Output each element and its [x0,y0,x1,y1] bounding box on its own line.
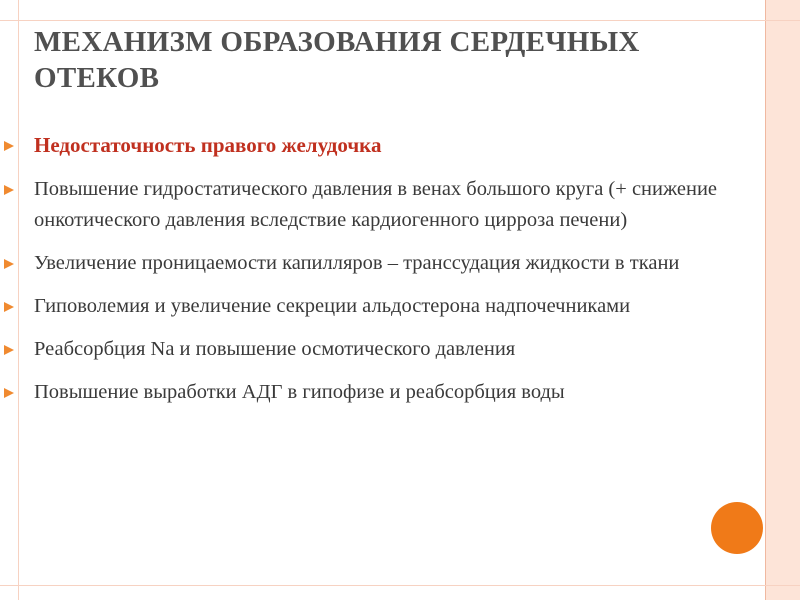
list-item-text: Увеличение проницаемости капилляров – транссудация жидкости в ткани [34,252,680,274]
list-item [0,291,770,322]
frame-bottom-line [0,585,800,586]
triangle-bullet-icon [4,185,14,195]
list-item-text: Повышение выработки АДГ в гипофизе и реабсорбция воды [34,381,565,403]
list-item [0,377,770,408]
triangle-bullet-icon [4,345,14,355]
list-item [0,248,770,279]
list-item-text: Гиповолемия и увеличение секреции альдостерона надпочечниками [34,295,631,317]
list-item [0,174,770,236]
orange-circle-decoration [711,502,763,554]
triangle-bullet-icon [4,388,14,398]
triangle-bullet-icon [4,302,14,312]
list-item-text: Недостаточность правого желудочка [34,133,382,157]
frame-top-line [0,20,800,21]
list-item [0,130,770,161]
slide-title: МЕХАНИЗМ ОБРАЗОВАНИЯ СЕРДЕЧНЫХ ОТЕКОВ [34,26,640,94]
list-item-text: Реабсорбция Nа и повышение осмотического давления [34,338,516,360]
triangle-bullet-icon [4,259,14,269]
triangle-bullet-icon [4,141,14,151]
bullet-list [0,130,770,420]
frame-right-band [766,0,800,600]
list-item-text: Повышение гидростатического давления в венах большого круга (+ снижение онкотического давления вследствие кардиогенного цирроза печени) [34,178,718,231]
list-item [0,334,770,365]
